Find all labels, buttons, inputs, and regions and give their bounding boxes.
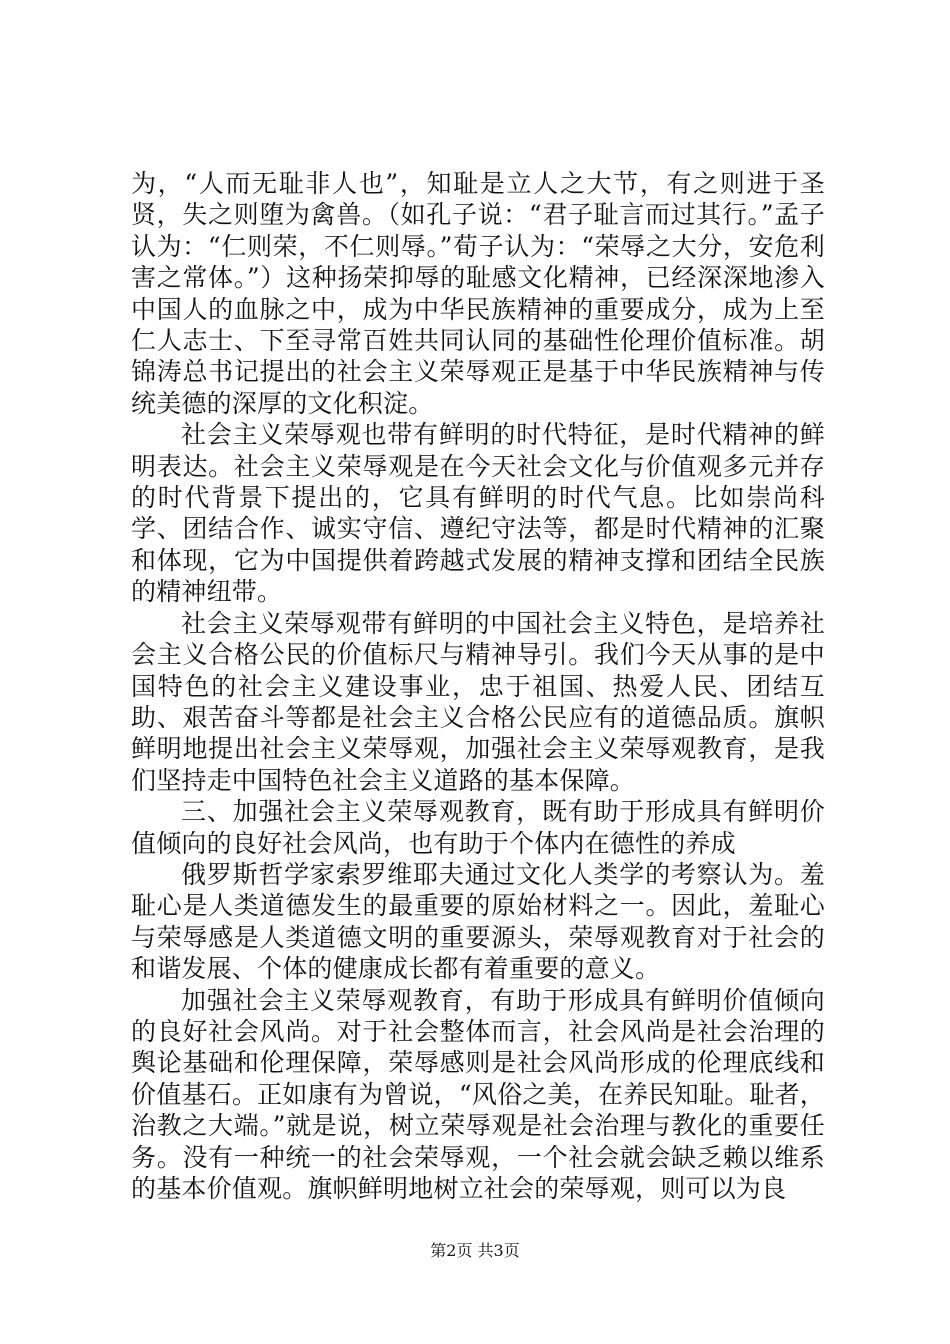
- paragraph-2: 社会主义荣辱观也带有鲜明的时代特征，是时代精神的鲜明表达。社会主义荣辱观是在今天社会文化与价值观多元并存的时代背景下提出的，它具有鲜明的时代气息。比如崇尚科学、团结合作、诚实守信、遵纪守法等，都是时代精神的汇聚和体现，它为中国提供着跨越式发展的精神支撑和团结全民族的精神纽带。: [131, 420, 825, 607]
- document-body: [131, 168, 825, 1204]
- section-heading-3: 三、加强社会主义荣辱观教育，既有助于形成具有鲜明价值倾向的良好社会风尚，也有助于个体内在德性的养成: [131, 797, 825, 858]
- page-footer: 第2页 共3页: [430, 1241, 520, 1260]
- paragraph-4: 俄罗斯哲学家索罗维耶夫通过文化人类学的考察认为。羞耻心是人类道德发生的最重要的原始材料之一。因此，羞耻心与荣辱感是人类道德文明的重要源头，荣辱观教育对于社会的和谐发展、个体的健康成长都有着重要的意义。: [131, 859, 825, 984]
- paragraph-1: 为，“人而无耻非人也”，知耻是立人之大节，有之则进于圣贤，失之则堕为禽兽。（如孔子说：“君子耻言而过其行。”孟子认为：“仁则荣，不仁则辱。”荀子认为：“荣辱之大分，安危利害之常体。”）这种扬荣抑辱的耻感文化精神，已经深深地渗入中国人的血脉之中，成为中华民族精神的重要成分，成为上至仁人志士、下至寻常百姓共同认同的基础性伦理价值标准。胡锦涛总书记提出的社会主义荣辱观正是基于中华民族精神与传统美德的深厚的文化积淀。: [131, 169, 825, 418]
- paragraph-3: 社会主义荣辱观带有鲜明的中国社会主义特色，是培养社会主义合格公民的价值标尺与精神导引。我们今天从事的是中国特色的社会主义建设事业，忠于祖国、热爱人民、团结互助、艰苦奋斗等都是社会主义合格公民应有的道德品质。旗帜鲜明地提出社会主义荣辱观，加强社会主义荣辱观教育，是我们坚持走中国特色社会主义道路的基本保障。: [131, 608, 825, 795]
- paragraph-5: 加强社会主义荣辱观教育，有助于形成具有鲜明价值倾向的良好社会风尚。对于社会整体而言，社会风尚是社会治理的舆论基础和伦理保障，荣辱感则是社会风尚形成的伦理底线和价值基石。正如康有为曾说，“风俗之美，在养民知耻。耻者，治教之大端。”就是说，树立荣辱观是社会治理与教化的重要任务。没有一种统一的社会荣辱观，一个社会就会缺乏赖以维系的基本价值观。旗帜鲜明地树立社会的荣辱观，则可以为良: [131, 985, 825, 1203]
